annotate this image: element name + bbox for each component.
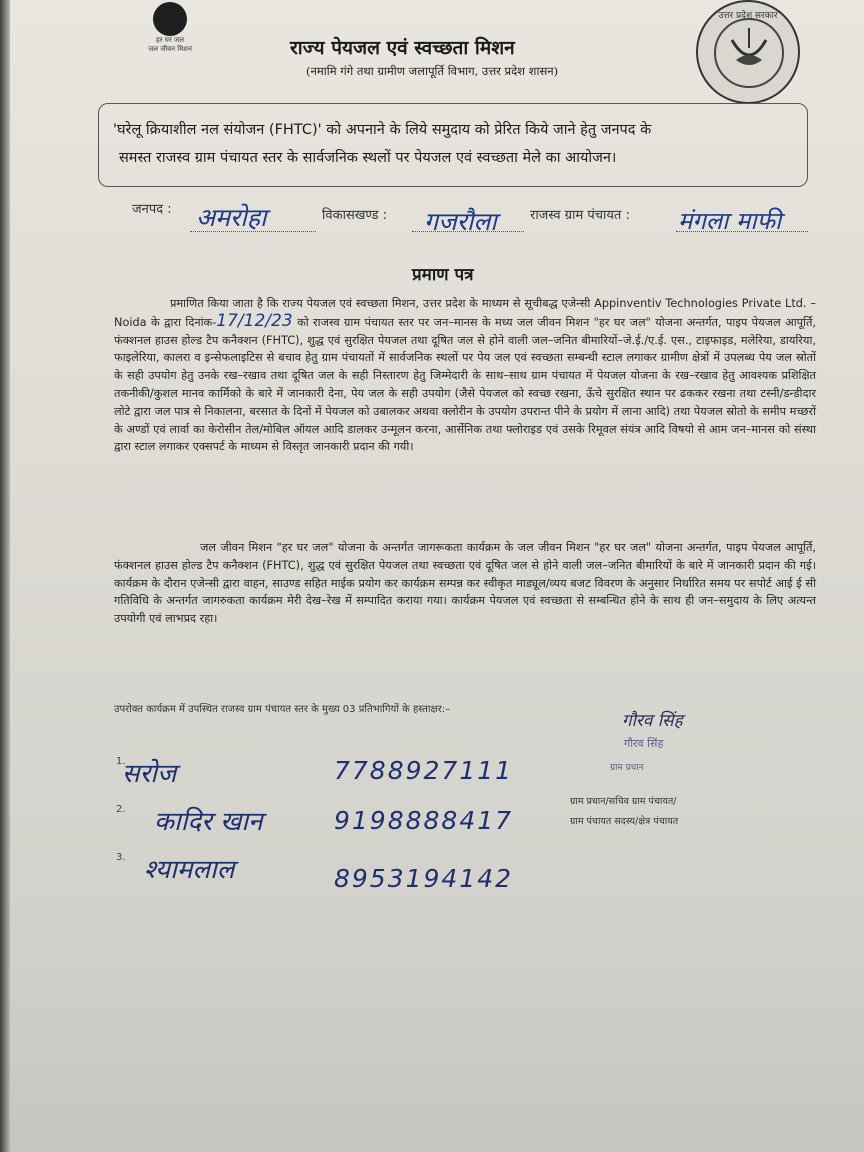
block-value: गजरौला [424, 207, 497, 236]
participant-number: 3. [116, 852, 126, 863]
panchayat-label: राजस्व ग्राम पंचायत : [530, 208, 630, 223]
panchayat-value: मंगला माफी [678, 207, 782, 235]
notice-line-1: 'घरेलू क्रियाशील नल संयोजन (FHTC)' को अपनाने के लिये समुदाय को प्रेरित किये जाने हेतु जनपद के [113, 122, 652, 138]
event-date: 17/12/23 [216, 310, 293, 331]
participant-number: 2. [116, 804, 126, 815]
page-title: राज्य पेयजल एवं स्वच्छता मिशन [290, 37, 515, 59]
pradhan-signature: गौरव सिंह [622, 711, 683, 731]
seal-emblem-icon [714, 18, 784, 88]
participant-phone: 9198888417 [334, 806, 514, 835]
logo-text-1: हर घर जल [156, 36, 184, 44]
certificate-heading: प्रमाण पत्र [412, 265, 474, 285]
para1-rest: को राजस्व ग्राम पंचायत स्तर पर जन–मानस के मध्य जल जीवन मिशन "हर घर जल" योजना अन्तर्गत, पाइप पेयजल आपूर्ति, फंक्शनल हाउस होल्ड टैप कनैक्शन (FHTC), शुद्ध एवं सुरक्षित पेयजल तथा दूषित जल से होने वाली जल–जनित बीमारियों–जे.ई./ए.ई. एस., टाइफाइड, मलेरिया, डायरिया, फाइलेरिया, कालरा व इन्सेफलाइटिस से बचाव हेतु ग्राम पंचायतों में सार्वजनिक स्थलों पर पेय जल एवं स्वच्छता सम्बन्धी स्टाल लगाकर ग्रामीण क्षेत्रों में उपलब्ध पेय जल स्रोतों के सही उपयोग हेतु उनके रख–रखाव तथा दूषित जल के सही निस्तारण हेतु जिम्मेदारी के साथ–साथ ग्राम पंचायत में पेयजल योजना के रख–रखाव हेतु आवश्यक प्रशिक्षित तकनीकी/कुशल मानव कार्मिको के बारे में जानकारी देना, पेय जल के सही उपयोग (जैसे पेयजल को स्वच्छ रखना, ऊँचे सुरक्षित स्थान पर ढककर रखना तथा टस्नी/डन्डीदार लोटे द्वारा जल पात्र से निकालना, बरसात के दिनों में पेयजल को उबालकर अथवा क्लोरीन के उपयोग उपरान्त पीने के प्रयोग में लाना आदि) तथा पेयजल स्रोतो के समीप मच्छरों के अण्डों एवं लार्वा का केरोसीन तेल/मोबिल ऑयल आदि डालकर उन्मूलन करना, आर्सेनिक तथा फ्लोराइड एवं उसके रिमूवल संयंत्र आदि विषयो से आम जन–मानस को संस्था द्वारा स्टाल लगाकर एक्सपर्ट के माध्यम से विस्तृत जानकारी प्रदान की गयी। [114, 315, 817, 454]
pradhan-stamp [566, 708, 766, 838]
certificate-paragraph-1 [114, 295, 816, 456]
participant-number: 1. [116, 756, 126, 767]
pradhan-role-2: ग्राम पंचायत सदस्य/क्षेत्र पंचायत [570, 816, 679, 827]
page-subtitle: (नमामि गंगे तथा ग्रामीण जलापूर्ति विभाग, उत्तर प्रदेश शासन) [306, 64, 559, 78]
har-ghar-jal-logo [140, 2, 200, 66]
para1-start: प्रमाणित किया जाता है कि राज्य पेयजल एवं स्वच्छता मिशन, उत्तर प्रदेश के माध्यम से सूचीबद्ध एजेन्सी Appinventiv Technologies Private Ltd. – Noida के द्वारा दिनांक- [114, 297, 816, 329]
fish-bow-emblem-icon [716, 20, 782, 86]
participant-name: कादिर खान [154, 807, 263, 837]
logo-text-2: जल जीवन मिशन [148, 45, 192, 53]
pradhan-role-1: ग्राम प्रधान/सचिव ग्राम पंचायत/ [570, 796, 677, 807]
participant-row-1 [116, 752, 536, 792]
notice-box [98, 103, 808, 187]
participant-phone: 7788927111 [334, 756, 514, 785]
pradhan-name: गौरव सिंह [624, 737, 664, 750]
district-value: अमरोहा [196, 203, 267, 232]
participant-phone: 8953194142 [334, 864, 514, 893]
water-drop-icon [153, 2, 187, 36]
participant-row-3 [116, 850, 556, 893]
page-edge-shadow [0, 0, 10, 1152]
certificate-paragraph-2 [114, 539, 816, 628]
notice-line-2: समस्त राजस्व ग्राम पंचायत स्तर के सार्वजनिक स्थलों पर पेयजल एवं स्वच्छता मेले का आयोजन। [119, 150, 617, 166]
participants-note: उपरोक्त कार्यक्रम में उपस्थित राजस्व ग्राम पंचायत स्तर के मुख्य 03 प्रतिभागियों के हस्ताक्षर:– [114, 704, 451, 715]
pradhan-seal-line: ग्राम प्रधान [610, 763, 644, 773]
block-label: विकासखण्ड : [322, 208, 388, 223]
district-label: जनपद : [132, 202, 172, 217]
para2-text: जल जीवन मिशन "हर घर जल" योजना के अन्तर्गत जागरूकता कार्यक्रम के जल जीवन मिशन "हर घर जल" योजना अन्तर्गत, पाइप पेयजल आपूर्ति, फंक्शनल हाउस होल्ड टैप कनैक्शन (FHTC), शुद्ध एवं सुरक्षित पेयजल तथा स्वच्छता एवं दूषित जल से होने वाली जल–जनित बीमारियों के बारे में जानकारी प्रदान की गई। कार्यक्रम के दौरान एजेन्सी द्वारा वाहन, साउण्ड सहित माईक प्रयोग कर कार्यक्रम सम्पन्न कर स्वीकृत माड्यूल/व्यय बजट विवरण के अनुसार निर्धारित समय पर सपोर्ट आई ई सी गतिविधि के अन्तर्गत जागरुकता कार्यक्रम मेरी देख–रेख में सम्पादित कराया गया। कार्यक्रम पेयजल एवं स्वच्छता से सम्बन्धित होने के साथ ही जन–समुदाय के लिए अत्यन्त उपयोगी एवं लाभप्रद रहा। [114, 541, 816, 626]
participant-row-2 [116, 800, 536, 840]
participant-name: श्यामलाल [144, 855, 235, 885]
participant-name: सरोज [122, 759, 177, 789]
seal-text: उत्तर प्रदेश सरकार [718, 11, 778, 21]
up-government-seal [696, 0, 800, 104]
